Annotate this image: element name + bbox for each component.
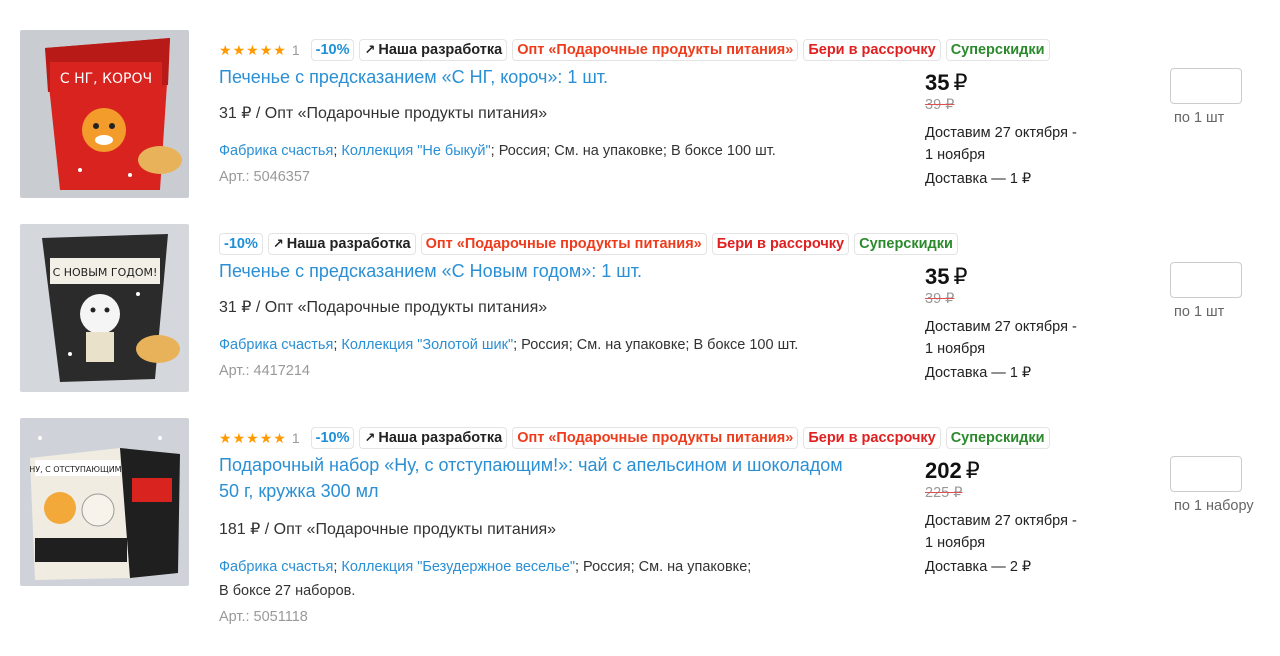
product-image[interactable] — [20, 224, 189, 392]
star-icon: ★ — [246, 42, 259, 58]
wholesale-price: 31 ₽ / Опт «Подарочные продукты питания» — [219, 105, 548, 122]
star-icon: ★ — [259, 430, 273, 446]
shipping-cost: Доставка — 1 ₽ — [925, 171, 1032, 187]
star-icon: ★ — [232, 430, 246, 446]
wholesale-badge[interactable]: Опт «Подарочные продукты питания» — [512, 39, 798, 61]
wholesale-price: 181 ₽ / Опт «Подарочные продукты питания» — [219, 521, 557, 538]
arrow-icon: ↗ — [364, 430, 376, 445]
badges-row — [219, 38, 1045, 62]
product-title[interactable]: Печенье с предсказанием «С НГ, короч»: 1 шт. — [219, 67, 609, 87]
star-icon: ★ — [273, 430, 286, 446]
superdiscount-badge[interactable]: Суперскидки — [946, 39, 1050, 61]
product-meta: Фабрика счастья; Коллекция "Безудержное веселье"; Россия; См. на упаковке; В боксе 27 наборов. — [219, 559, 752, 599]
star-icon: ★ — [246, 430, 259, 446]
own-development-badge: ↗ Наша разработка — [359, 39, 507, 61]
installment-badge[interactable]: Бери в рассрочку — [803, 427, 940, 449]
product-title[interactable]: Печенье с предсказанием «С Новым годом»: 1 шт. — [219, 261, 642, 281]
old-price: 225 ₽ — [925, 485, 963, 501]
badges-row — [219, 426, 1045, 450]
shipping-cost: Доставка — 2 ₽ — [925, 559, 1032, 575]
own-development-badge: ↗ Наша разработка — [359, 427, 507, 449]
rating-count: 1 — [291, 430, 300, 446]
old-price: 39 ₽ — [925, 291, 955, 307]
product-sku: Арт.: 5051118 — [219, 609, 308, 625]
wholesale-badge[interactable]: Опт «Подарочные продукты питания» — [512, 427, 798, 449]
installment-badge[interactable]: Бери в рассрочку — [712, 233, 849, 255]
discount-badge: -10% — [219, 233, 263, 255]
product-title[interactable]: Подарочный набор «Ну, с отступающим!»: чай с апельсином и шоколадом 50 г, кружка 300 мл — [219, 455, 843, 501]
current-price: 202 ₽ — [925, 458, 980, 483]
superdiscount-badge[interactable]: Суперскидки — [946, 427, 1050, 449]
delivery-dates: Доставим 27 октября - 1 ноября — [925, 513, 1077, 551]
quantity-input[interactable] — [1170, 262, 1242, 298]
quantity-unit: по 1 набору — [1174, 498, 1254, 514]
product-meta: Фабрика счастья; Коллекция "Золотой шик"; Россия; См. на упаковке; В боксе 100 шт. — [219, 337, 799, 353]
delivery-dates: Доставим 27 октября - 1 ноября — [925, 125, 1077, 163]
arrow-icon: ↗ — [364, 42, 376, 57]
shipping-cost: Доставка — 1 ₽ — [925, 365, 1032, 381]
collection-link[interactable]: Коллекция "Не быкуй" — [341, 143, 491, 159]
star-icon: ★ — [259, 42, 273, 58]
installment-badge[interactable]: Бери в рассрочку — [803, 39, 940, 61]
delivery-dates: Доставим 27 октября - 1 ноября — [925, 319, 1077, 357]
discount-badge: -10% — [311, 427, 355, 449]
quantity-input[interactable] — [1170, 68, 1242, 104]
discount-badge: -10% — [311, 39, 355, 61]
star-icon: ★ — [273, 42, 286, 58]
svg-text:НУ, С ОТСТУПАЮЩИМ!: НУ, С ОТСТУПАЮЩИМ! — [29, 465, 125, 474]
superdiscount-badge[interactable]: Суперскидки — [854, 233, 958, 255]
svg-text:С НОВЫМ ГОДОМ!: С НОВЫМ ГОДОМ! — [52, 266, 158, 279]
star-icon: ★ — [232, 42, 246, 58]
product-image[interactable] — [20, 418, 189, 586]
brand-link[interactable]: Фабрика счастья — [219, 143, 334, 159]
rating-stars[interactable] — [219, 42, 302, 58]
own-development-badge: ↗ Наша разработка — [268, 233, 416, 255]
collection-link[interactable]: Коллекция "Безудержное веселье" — [341, 559, 575, 575]
quantity-unit: по 1 шт — [1174, 304, 1225, 320]
badges-row — [219, 232, 953, 256]
product-meta: Фабрика счастья; Коллекция "Не быкуй"; Россия; См. на упаковке; В боксе 100 шт. — [219, 143, 776, 159]
quantity-unit: по 1 шт — [1174, 110, 1225, 126]
star-icon: ★ — [219, 430, 232, 446]
old-price: 39 ₽ — [925, 97, 955, 113]
product-sku: Арт.: 5046357 — [219, 169, 310, 185]
collection-link[interactable]: Коллекция "Золотой шик" — [341, 337, 514, 353]
product-image[interactable] — [20, 30, 189, 198]
brand-link[interactable]: Фабрика счастья — [219, 559, 334, 575]
rating-stars[interactable] — [219, 430, 302, 446]
brand-link[interactable]: Фабрика счастья — [219, 337, 334, 353]
current-price: 35 ₽ — [925, 70, 968, 95]
current-price: 35 ₽ — [925, 264, 968, 289]
star-icon: ★ — [219, 42, 232, 58]
quantity-input[interactable] — [1170, 456, 1242, 492]
arrow-icon: ↗ — [272, 236, 284, 251]
wholesale-price: 31 ₽ / Опт «Подарочные продукты питания» — [219, 299, 548, 316]
svg-text:С НГ, КОРОЧ: С НГ, КОРОЧ — [59, 71, 153, 87]
rating-count: 1 — [291, 42, 300, 58]
wholesale-badge[interactable]: Опт «Подарочные продукты питания» — [421, 233, 707, 255]
product-sku: Арт.: 4417214 — [219, 363, 310, 379]
